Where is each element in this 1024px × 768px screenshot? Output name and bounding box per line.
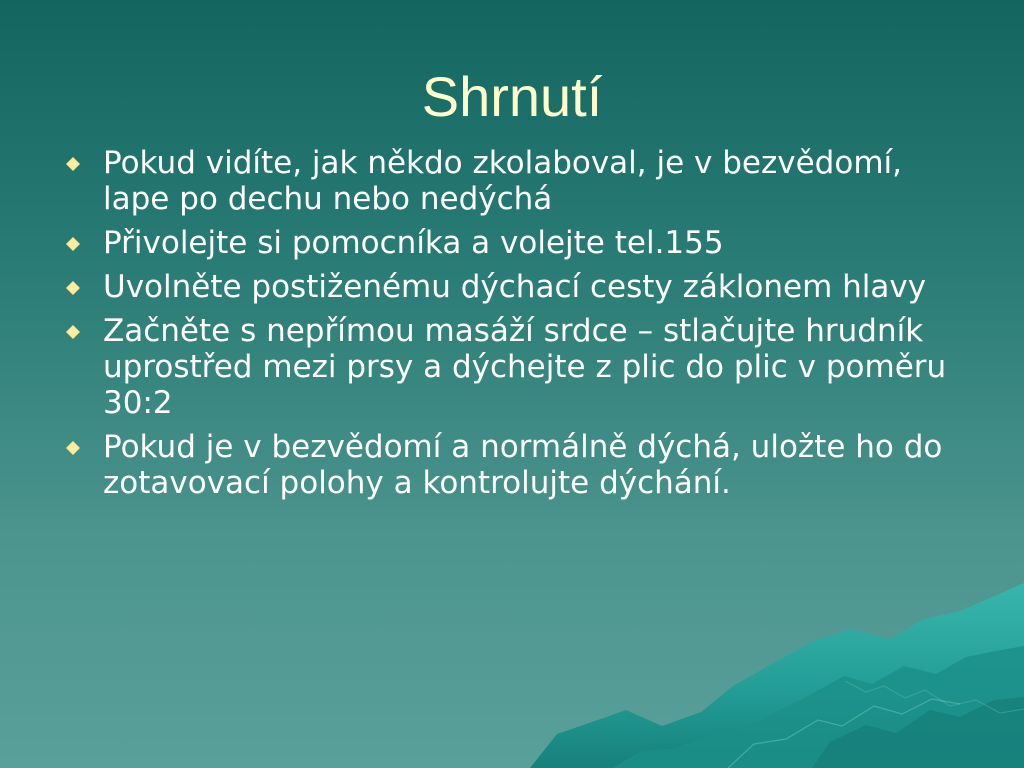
diamond-bullet-icon: [66, 157, 80, 171]
diamond-bullet-icon: [66, 325, 80, 339]
diamond-bullet-icon: [66, 441, 80, 455]
bullet-text: Pokud vidíte, jak někdo zkolaboval, je v bezvědomí, lape po dechu nebo nedýchá: [103, 145, 902, 217]
bullet-text: Uvolněte postiženému dýchací cesty záklonem hlavy: [103, 269, 927, 305]
slide-title: Shrnutí: [421, 65, 603, 128]
diamond-bullet-icon: [66, 281, 80, 295]
list-item: [64, 429, 964, 501]
bullet-list: [64, 145, 964, 509]
bullet-text: Pokud je v bezvědomí a normálně dýchá, uložte ho do zotavovací polohy a kontrolujte dýchání.: [103, 429, 943, 501]
list-item: [64, 313, 964, 421]
list-item: [64, 269, 964, 305]
bullet-text: Začněte s nepřímou masáží srdce – stlačujte hrudník uprostřed mezi prsy a dýchejte z plic do plic v poměru 30:2: [103, 313, 947, 421]
bullet-text: Přivolejte si pomocníka a volejte tel.155: [103, 225, 724, 261]
diamond-bullet-icon: [66, 237, 80, 251]
list-item: [64, 145, 964, 217]
list-item: [64, 225, 964, 261]
